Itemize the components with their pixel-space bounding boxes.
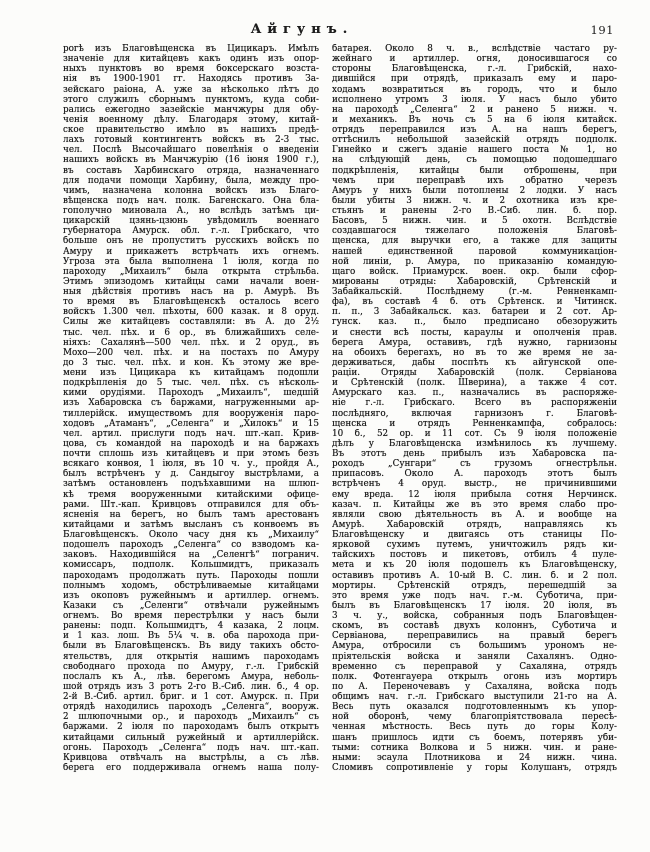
text-line: тыс. чел. пѣх. и 6 ор., въ ближайшихъ селе- [63, 327, 319, 338]
text-line: оттѣснилъ небольшой зазейскій отрядъ подполк. [332, 135, 617, 146]
text-line: нашихъ войскъ въ Манчжурію (16 іюня 1900 г.), [63, 155, 319, 166]
text-line: отрядъ переправился изъ А. на нашъ берегъ, [332, 125, 617, 135]
text-line: огонь. Пароходъ „Селенга“ подъ нач. шт.-кап. [63, 742, 319, 753]
text-line: общимъ нач. г.-л. Грибскаго выступили 21-го на А. [332, 692, 617, 702]
text-line: Забайкальскій. Послѣднему (г.-м. Ренненкамп- [332, 287, 617, 297]
text-line: ясненія на берегъ, но былъ тамъ арестованъ [63, 509, 319, 520]
text-line: мета и къ 20 іюля подошелъ къ Благовѣщенску, [332, 560, 617, 571]
text-line: и снести всѣ посты, караулы и ополченія прав. [332, 327, 617, 338]
text-line: чел. артил. прислуги подъ нач. шт.-кап. Крив- [63, 428, 319, 439]
text-line: рались ежегодно зазейскіе манчжуры для обу- [63, 104, 319, 115]
text-line: тыми: сотника Волкова и 5 нижн. чин. и ране- [332, 742, 617, 753]
text-line: п. п., 3 Забайкальск. каз. батареи и 2 сот. Ар- [332, 307, 617, 318]
text-line: чел. Послѣ Высочайшаго повелѣнія о введеніи [63, 145, 319, 156]
text-line: создавшагося тяжелаго положенія Благовѣ- [332, 226, 617, 237]
text-line: ченная мѣстность. Весь путь до горы Колу- [332, 722, 617, 733]
text-line: ными: эсаула Плотникова и 24 нижн. чина. [332, 752, 617, 763]
text-line: держиваться, дабы поспѣть къ айгунской опе- [332, 357, 617, 368]
text-line: Басовъ, 5 нижн. чин. и 5 охотн. Вслѣдствіе [332, 216, 617, 227]
text-line: китайцами сильный ружейный и артиллерійск. [63, 732, 319, 743]
text-line: мированы отряды: Хабаровскій, Срѣтенскій и [332, 276, 617, 287]
text-line: чимъ, назначена колонна войскъ изъ Благо- [63, 185, 319, 196]
text-line: по А. Переночевавъ у Сахаляна, войска подъ [332, 681, 617, 692]
text-line: ныя дѣйствія противъ насъ на р. Амурѣ. Въ [63, 287, 319, 297]
text-line: ходамъ возвратиться въ городъ, что и было [332, 84, 617, 95]
text-line: былъ въ Благовѣщенскъ 17 іюля. 20 іюля, въ [332, 600, 617, 611]
text-line: жейнаго и артиллер. огня, доносившагося со [332, 54, 617, 65]
text-line: Гинейко и сжегъ зданіе нашего поста № 1, но [332, 145, 617, 156]
text-line: временно съ переправой у Сахаляна, отрядъ [332, 661, 617, 672]
text-line: ной линіи, р. Амура, по приказанію командую- [332, 256, 617, 267]
text-line: послалъ къ А., лѣв. берегомъ Амура, неболь- [63, 671, 319, 682]
text-line: стьянъ и ранены 2-го В.-Сиб. лин. б. пор. [332, 206, 617, 216]
text-line: зейскаго раіона, А. уже за нѣсколько лѣтъ до [63, 84, 319, 95]
text-line: Амуру и прикажетъ встрѣчать ихъ огнемъ. [63, 246, 319, 257]
text-line: роходъ „Сунгари“ съ грузомъ огнестрѣльн. [332, 459, 617, 470]
text-line: баржами. 2 іюля по пароходамъ былъ открытъ [63, 722, 319, 733]
text-line: почти сплошь изъ китайцевъ и при этомъ безъ [63, 449, 319, 459]
text-line: ему вреда. 12 іюля прибыла сотня Нерчинск. [332, 489, 617, 500]
text-line: мортиры. Срѣтенскій отрядъ, перешедшій за [332, 580, 617, 591]
text-line: были убиты 3 нижн. ч. и 2 охотника изъ кре- [332, 195, 617, 206]
text-line: на обоихъ берегахъ, но въ то же время не за- [332, 347, 617, 358]
text-line: щенска, для выручки его, а также для защиты [332, 236, 617, 247]
text-line: этого служилъ сборнымъ пунктомъ, куда соби- [63, 94, 319, 105]
text-line: Этимъ эпизодомъ китайцы сами начали воен- [63, 276, 319, 287]
text-line: это время уже подъ нач. г.-м. Суботича, при- [332, 590, 617, 601]
text-line: въ составъ Харбинскаго отряда, назначеннаго [63, 165, 319, 176]
text-line: дившійся при отрядѣ, приказалъ ему и паро- [332, 74, 617, 85]
text-line: до 3 тыс. чел. пѣх. и кон. Къ этому же вре- [63, 357, 319, 368]
text-line: пароходу „Михаилъ“ была открыта стрѣльба. [63, 266, 319, 277]
text-line: ятельствъ, для открытія нашимъ пароходамъ [63, 651, 319, 662]
text-line: 10 б., 52 ор. и 11 сот. Съ 9 іюля положеніе [332, 428, 617, 439]
text-line: и Срѣтенскій (полк. Шверина), а также 4 сот. [332, 378, 617, 389]
text-line: дѣлъ у Благовѣщенска измѣнилось къ лучшему. [332, 438, 617, 449]
text-line: былъ встрѣченъ у д. Сандыгоу выстрѣлами, а [63, 469, 319, 480]
text-line: встрѣченъ 4 оруд. выстр., не причинившими [332, 479, 617, 490]
text-line: огнемъ. Во время перестрѣлки у насъ были [63, 611, 319, 621]
text-line: заковъ. Находившійся на „Селенгѣ“ погранич. [63, 550, 319, 561]
text-line: казач. п. Китайцы же въ это время слабо про- [332, 499, 617, 510]
text-line: свободнаго прохода по Амуру, г.-л. Грибскій [63, 661, 319, 672]
text-line: скомъ, въ составѣ двухъ колоннъ, Суботича и [332, 621, 617, 632]
text-line: всякаго конвоя, 1 іюля, въ 10 ч. у., пройдя А., [63, 459, 319, 470]
text-line: на слѣдующій день, съ помощью подошедшаго [332, 155, 617, 166]
text-line: Благовѣщенску и двигаясь отъ станицы По- [332, 530, 617, 540]
text-line: Амуръ у нихъ были потоплены 2 лодки. У насъ [332, 185, 617, 196]
text-line: Благовѣщенскъ. Около часу дня къ „Михаилу“ [63, 530, 319, 540]
text-line: ское правительство имѣло въ нашихъ предѣ- [63, 125, 319, 135]
text-line: Казаки съ „Селенги“ отвѣчали ружейнымъ [63, 600, 319, 611]
text-line: лахъ готовый контингентъ войскъ въ 2-3 тыс. [63, 135, 319, 146]
text-line: ченія военному дѣлу. Благодаря этому, китай- [63, 114, 319, 125]
text-line: то время въ Благовѣщенскѣ осталось всего [63, 297, 319, 308]
text-line: стороны Благовѣщенска, г.-л. Грибскій, нахо- [332, 64, 617, 75]
text-line: больше онъ не пропуститъ русскихъ войскъ по [63, 236, 319, 247]
text-line: подкрѣпленія, китайцы были отброшены, при [332, 165, 617, 176]
text-line: и механикъ. Въ ночь съ 5 на 6 іюля китайск. [332, 114, 617, 125]
text-line: ярковой сухимъ путемъ, уничтожилъ рядъ ки- [332, 540, 617, 551]
text-line: изъ окоповъ ружейнымъ и артиллер. огнемъ. [63, 590, 319, 601]
text-line: комиссаръ, подполк. Кольшмидтъ, приказалъ [63, 560, 319, 571]
text-line: Мохо—200 чел. пѣх. и на постахъ по Амуру [63, 347, 319, 358]
text-line: губернатора Амурск. обл. г.-л. Грибскаго, что [63, 226, 319, 237]
text-line: припасовъ. Около А. пароходъ этотъ былъ [332, 469, 617, 480]
text-line: Амура, отбросили съ большимъ урономъ не- [332, 641, 617, 652]
text-line: ніе г.-л. Грибскаго. Всего въ распоряженіи [332, 398, 617, 409]
text-line: цикарскій цзянь-цзюнь увѣдомилъ военнаго [63, 216, 319, 227]
text-line: цова, съ командой на пароходѣ и на баржахъ [63, 438, 319, 449]
text-line: Весь путь оказался подготовленнымъ къ упор- [332, 702, 617, 713]
text-line: исполнено утромъ 3 іюля. У насъ было убито [332, 94, 617, 105]
text-line: 3 ч. у., войска, собранныя подъ Благовѣщен- [332, 611, 617, 621]
left-text-column [63, 44, 319, 773]
running-title: Айгунъ. [250, 22, 354, 37]
text-line: тайскихъ постовъ и пикетовъ, отбилъ 4 пуле- [332, 550, 617, 561]
text-line: Угроза эта была выполнена 1 іюля, когда по [63, 256, 319, 267]
text-line: Амурѣ. Хабаровскій отрядъ, направляясь къ [332, 519, 617, 530]
text-line: подкрѣпленія до 5 тыс. чел. пѣх. съ нѣсколь- [63, 378, 319, 389]
text-line: рогѣ изъ Благовѣщенска въ Цицикаръ. Имѣлъ [63, 44, 319, 54]
text-line: оставивъ противъ А. 10-ый В. С. лин. б. и 2 пол. [332, 570, 617, 581]
text-line: вѣщенска подъ нач. полк. Багенскаго. Она бла- [63, 195, 319, 206]
text-line: 2-й В.-Сиб. артил. бриг. и 1 сот. Амурск. п. При [63, 692, 319, 702]
text-line: были въ Благовѣщенскъ. Въ виду такихъ обсто- [63, 641, 319, 652]
text-line: пароходамъ продолжать путь. Пароходы пошли [63, 570, 319, 581]
page-number: 191 [590, 23, 614, 37]
text-line: гополучно миновала А., но вслѣдъ затѣмъ ци- [63, 206, 319, 216]
text-line: ніяхъ: Сахалянѣ—500 чел. пѣх. и 2 оруд., въ [63, 337, 319, 348]
text-line: берега Амура, оставивъ, гдѣ нужно, гарнизоны [332, 337, 617, 348]
text-line: Въ этотъ день прибылъ изъ Хабаровска па- [332, 449, 617, 459]
text-line: шой отрядъ изъ 3 ротъ 2-го В.-Сиб. лин. б., 4 ор. [63, 681, 319, 692]
text-line: для подачи помощи Харбину, была, между про- [63, 175, 319, 186]
text-line: ранены: подп. Кольшмидтъ, 4 казака, 2 лоцм. [63, 621, 319, 632]
text-line: Силы же китайцевъ составляли: въ А. до 2½ [63, 317, 319, 328]
text-line: отрядѣ находились пароходъ „Селенга“, вооруж. [63, 702, 319, 713]
text-line: нія въ 1900-1901 гг. Находясь противъ За- [63, 74, 319, 85]
text-line: рами. Шт.-кап. Кривцовъ отправился для объ- [63, 499, 319, 510]
text-line: шанъ пришлось идти съ боемъ, потерявъ уби- [332, 732, 617, 743]
text-line: ной оборонѣ, чему благопріятствовала пересѣ- [332, 712, 617, 723]
text-line: чемъ при переправѣ ихъ обратно черезъ [332, 175, 617, 186]
text-line: гунск. каз. п., было предписано обезоружить [332, 317, 617, 328]
text-line: полнымъ ходомъ, обстрѣливаемые китайцами [63, 580, 319, 591]
text-line: пріятельскія войска и заняли Сахалянъ. Одно- [332, 651, 617, 662]
text-line: батарея. Около 8 ч. в., вслѣдствіе частаго ру- [332, 44, 617, 54]
text-line: нашей единственной паровой коммуникаціон- [332, 246, 617, 257]
text-line: полк. Фотенгауера открылъ огонь изъ мортиръ [332, 671, 617, 682]
text-line: войскъ 1.300 чел. пѣхоты, 600 казак. и 8 оруд. [63, 307, 319, 318]
text-line: тиллерійск. имуществомъ для вооруженія паро- [63, 408, 319, 419]
text-line: мени изъ Цицикара къ китайцамъ подошли [63, 368, 319, 378]
text-line: значеніе для китайцевъ какъ одинъ изъ опор- [63, 54, 319, 65]
text-line: фа), въ составѣ 4 б. отъ Срѣтенск. и Читинск. [332, 297, 617, 308]
text-line: кими орудіями. Пароходъ „Михаилъ“, шедшій [63, 388, 319, 399]
text-line: раціи. Отряды Хабаровскій (полк. Сервіанова [332, 368, 617, 378]
text-line: изъ Хабаровска съ баржами, нагруженными ар- [63, 398, 319, 409]
text-line: на пароходѣ „Селенга“ 2 и ранено 5 нижн. ч. [332, 104, 617, 115]
text-line: послѣдняго, включая гарнизонъ г. Благовѣ- [332, 408, 617, 419]
text-line: Кривцова отвѣчалъ на выстрѣлы, а съ лѣв. [63, 752, 319, 763]
text-line: щаго войск. Приамурск. воен. окр. были сфор- [332, 266, 617, 277]
text-line: кѣ тремя вооруженными китайскими офице- [63, 489, 319, 500]
text-line: Амурскаго каз. п., назначались въ распоряже- [332, 388, 617, 399]
text-line: подошелъ пароходъ „Селенга“ со взводомъ ка- [63, 540, 319, 551]
text-line: Сервіанова, переправились на правый берегъ [332, 631, 617, 642]
text-line: берега его поддерживала огнемъ наша полу- [63, 762, 319, 773]
text-line: Сломивъ сопротивленіе у горы Колушанъ, отрядъ [332, 762, 617, 773]
text-line: ныхъ пунктовъ во время боксерскаго возста- [63, 64, 319, 75]
text-line: щенска и отрядъ Ренненкампфа, собралось: [332, 418, 617, 429]
text-line: ходовъ „Атаманъ“, „Селенга“ и „Хилокъ“ и 15 [63, 418, 319, 429]
text-line: и 1 каз. лош. Въ 5¼ ч. в. оба парохода при- [63, 631, 319, 642]
text-line: затѣмъ остановленъ подъѣхавшими на шлюп- [63, 479, 319, 490]
text-line: 2 шлюпочными ор., и пароходъ „Михаилъ“ съ [63, 712, 319, 723]
text-line: китайцами и затѣмъ высланъ съ конвоемъ въ [63, 519, 319, 530]
text-line: являли свою дѣятельность въ А. и вообще на [332, 509, 617, 520]
right-text-column [332, 44, 617, 773]
